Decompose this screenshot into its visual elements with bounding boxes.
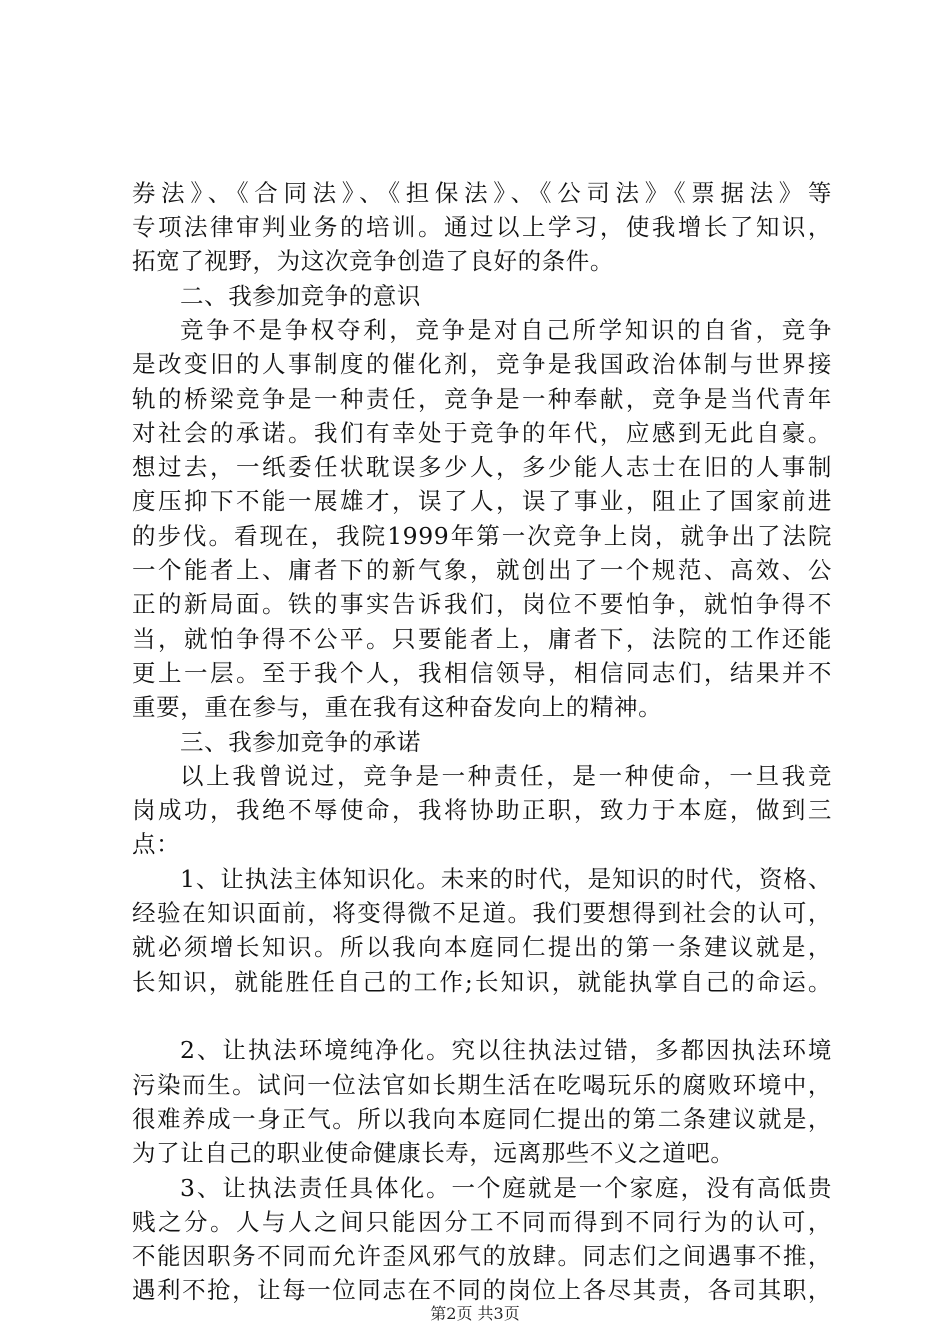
- text-line: 岗成功，我绝不辱使命，我将协助正职，致力于本庭，做到三: [132, 796, 832, 824]
- text-line: 为了让自己的职业使命健康长寿，远离那些不义之道吧。: [132, 1139, 735, 1167]
- text-line: 更上一层。至于我个人，我相信领导，相信同志们，结果并不: [132, 659, 832, 687]
- text-line: 重要，重在参与，重在我有这种奋发向上的精神。: [132, 693, 663, 721]
- text-line: 以上我曾说过，竞争是一种责任，是一种使命，一旦我竞: [180, 762, 832, 790]
- text-line: 污染而生。试问一位法官如长期生活在吃喝玩乐的腐败环境中，: [132, 1071, 832, 1099]
- text-line: 经验在知识面前，将变得微不足道。我们要想得到社会的认可，: [132, 899, 832, 927]
- text-line: 想过去，一纸委任状耽误多少人，多少能人志士在旧的人事制: [132, 453, 832, 481]
- text-line: 度压抑下不能一展雄才，误了人，误了事业，阻止了国家前进: [132, 487, 832, 515]
- text-line: 一个能者上、庸者下的新气象，就创出了一个规范、高效、公: [132, 556, 832, 584]
- text-line: 不能因职务不同而允许歪风邪气的放肆。同志们之间遇事不推，: [132, 1242, 832, 1270]
- text-line: 很难养成一身正气。所以我向本庭同仁提出的第二条建议就是，: [132, 1105, 832, 1133]
- page-number: 第2页 共3页: [430, 1304, 520, 1323]
- text-line: 2、让执法环境纯净化。究以往执法过错，多都因执法环境: [180, 1036, 832, 1064]
- text-line: 当，就怕争得不公平。只要能者上，庸者下，法院的工作还能: [132, 625, 832, 653]
- text-line: 贱之分。人与人之间只能因分工不同而得到不同行为的认可，: [132, 1208, 832, 1236]
- text-line: 正的新局面。铁的事实告诉我们，岗位不要怕争，就怕争得不: [132, 590, 832, 618]
- text-line: 专项法律审判业务的培训。通过以上学习，使我增长了知识，: [132, 213, 832, 241]
- text-line: 竞争不是争权夺利，竞争是对自己所学知识的自省，竞争: [180, 316, 832, 344]
- text-line: 对社会的承诺。我们有幸处于竞争的年代，应感到无此自豪。: [132, 419, 832, 447]
- text-line: 点：: [132, 830, 181, 858]
- text-line: 是改变旧的人事制度的催化剂，竞争是我国政治体制与世界接: [132, 350, 832, 378]
- text-line: 就必须增长知识。所以我向本庭同仁提出的第一条建议就是，: [132, 933, 832, 961]
- section-heading: 三、我参加竞争的承诺: [180, 728, 421, 756]
- text-line: 1、让执法主体知识化。未来的时代，是知识的时代，资格、: [180, 865, 832, 893]
- text-line: 的步伐。看现在，我院1999年第一次竞争上岗，就争出了法院: [132, 522, 832, 550]
- section-heading: 二、我参加竞争的意识: [180, 282, 421, 310]
- text-line: 券法》、《合同法》、《担保法》、《公司法》《票据法》等: [132, 179, 832, 207]
- text-line: 拓宽了视野，为这次竞争创造了良好的条件。: [132, 247, 614, 275]
- text-line: 遇利不抢，让每一位同志在不同的岗位上各尽其责，各司其职，: [132, 1276, 832, 1304]
- text-line: 长知识，就能胜任自己的工作;长知识，就能执掌自己的命运。: [132, 968, 832, 996]
- text-line: 3、让执法责任具体化。一个庭就是一个家庭，没有高低贵: [180, 1174, 832, 1202]
- text-line: 轨的桥梁竞争是一种责任，竞争是一种奉献，竞争是当代青年: [132, 385, 832, 413]
